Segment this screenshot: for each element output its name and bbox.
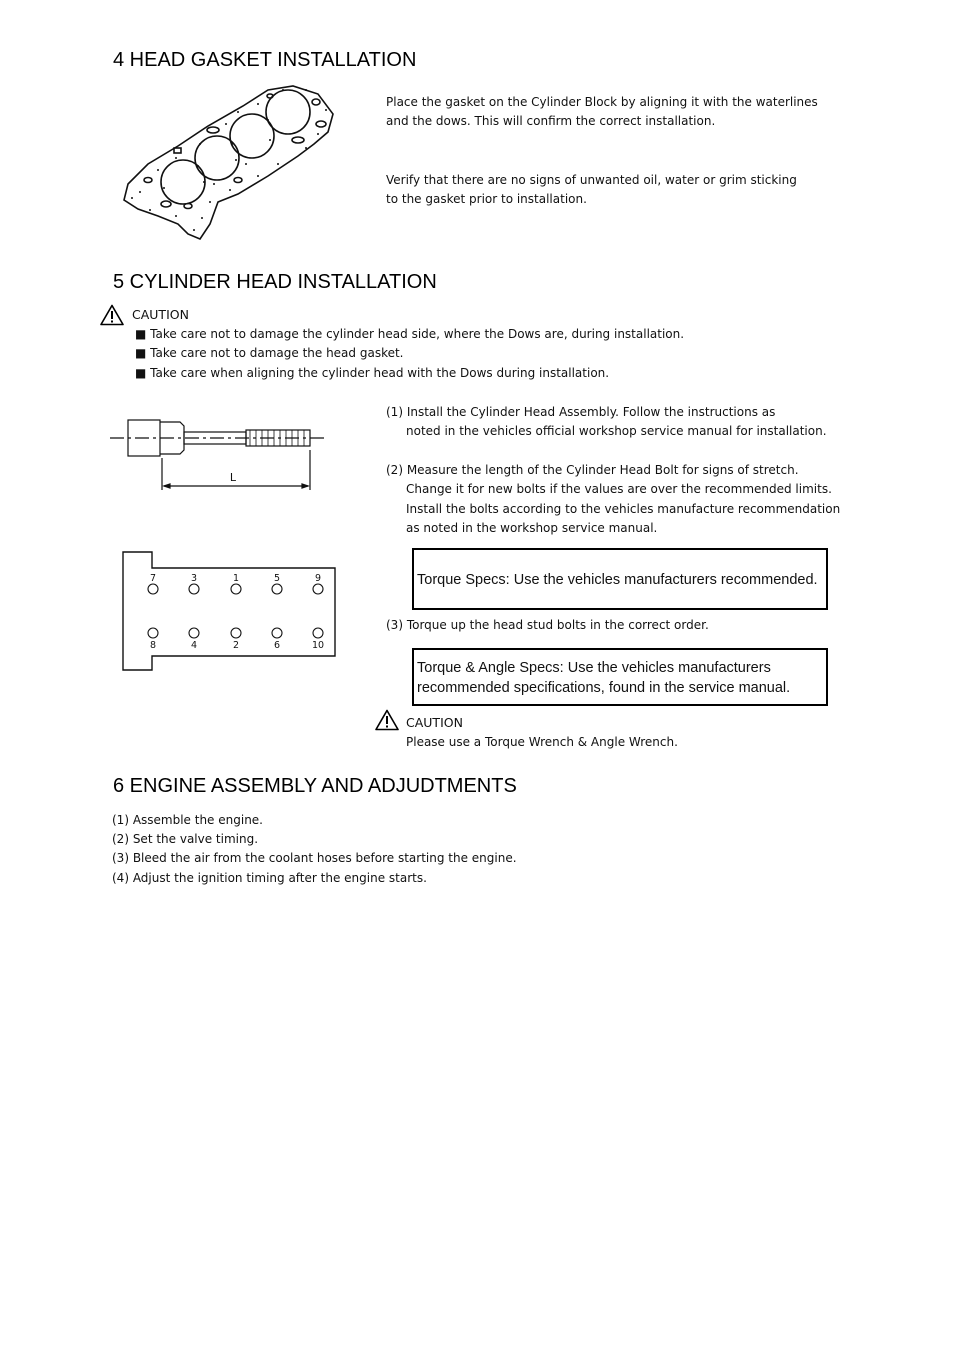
bolt-length-label: L (229, 471, 237, 484)
bolt-order-number: 1 (232, 573, 240, 584)
torque-angle-line-2: recommended specifications, found in the service manual. (417, 680, 791, 696)
caution-bullet-text: Take care not to damage the head gasket. (150, 346, 404, 360)
caution-bullet-text: Take care when aligning the cylinder head with the Dows during installation. (150, 366, 610, 380)
step2-line-4: as noted in the workshop service manual. (406, 521, 658, 535)
caution-label-2: CAUTION (406, 715, 463, 730)
gasket-instruction-line-2: and the dows. This will confirm the correct installation. (386, 114, 716, 128)
torque-angle-line-1: Torque & Angle Specs: Use the vehicles manufacturers (417, 660, 771, 676)
bolt-order-number: 7 (149, 573, 157, 584)
step2-line-2: Change it for new bolts if the values are over the recommended limits. (406, 482, 832, 496)
head-bolt-diagram (110, 414, 332, 494)
bullet-marker: ■ (135, 366, 147, 380)
step3-text: (3) Torque up the head stud bolts in the correct order. (386, 618, 709, 632)
step1-line-1: (1) Install the Cylinder Head Assembly. Follow the instructions as (386, 405, 776, 419)
gasket-verify-line-1: Verify that there are no signs of unwanted oil, water or grim sticking (386, 173, 797, 187)
assembly-step-3: (3) Bleed the air from the coolant hoses before starting the engine. (112, 851, 517, 865)
step2-line-1: (2) Measure the length of the Cylinder Head Bolt for signs of stretch. (386, 463, 799, 477)
step1-line-2: noted in the vehicles official workshop service manual for installation. (406, 424, 827, 438)
section-6-heading: 6 ENGINE ASSEMBLY AND ADJUDTMENTS (113, 775, 517, 797)
bolt-order-number: 2 (232, 640, 240, 651)
caution-bullet-2 (135, 344, 404, 364)
caution-bullet-text: Take care not to damage the cylinder head side, where the Dows are, during installation. (150, 327, 685, 341)
bolt-order-number: 10 (311, 640, 325, 651)
gasket-verify-line-2: to the gasket prior to installation. (386, 192, 587, 206)
step2-line-3: Install the bolts according to the vehicles manufacture recommendation (406, 502, 841, 516)
head-gasket-illustration (118, 84, 340, 244)
bolt-order-number: 6 (273, 640, 281, 651)
caution-label: CAUTION (132, 307, 189, 322)
caution-bullet-3 (135, 364, 609, 384)
bolt-order-number: 9 (314, 573, 322, 584)
caution-2-text: Please use a Torque Wrench & Angle Wrench. (406, 735, 678, 749)
bolt-order-number: 3 (190, 573, 198, 584)
bolt-order-number: 4 (190, 640, 198, 651)
bullet-marker: ■ (135, 346, 147, 360)
section-4-heading: 4 HEAD GASKET INSTALLATION (113, 49, 417, 71)
bolt-order-number: 5 (273, 573, 281, 584)
torque-specs-text: Torque Specs: Use the vehicles manufacturers recommended. (417, 572, 818, 588)
caution-bullet-1 (135, 325, 684, 345)
assembly-step-2: (2) Set the valve timing. (112, 832, 259, 846)
section-5-heading: 5 CYLINDER HEAD INSTALLATION (113, 271, 437, 293)
torque-specs-box (412, 548, 828, 610)
warning-icon (100, 304, 124, 326)
torque-angle-specs-box (412, 648, 828, 706)
warning-icon (375, 709, 399, 731)
assembly-step-4: (4) Adjust the ignition timing after the engine starts. (112, 871, 427, 885)
bolt-torque-order-diagram (120, 550, 340, 674)
gasket-instruction-line-1: Place the gasket on the Cylinder Block by aligning it with the waterlines (386, 95, 818, 109)
bullet-marker: ■ (135, 327, 147, 341)
assembly-step-1: (1) Assemble the engine. (112, 813, 263, 827)
bolt-order-number: 8 (149, 640, 157, 651)
